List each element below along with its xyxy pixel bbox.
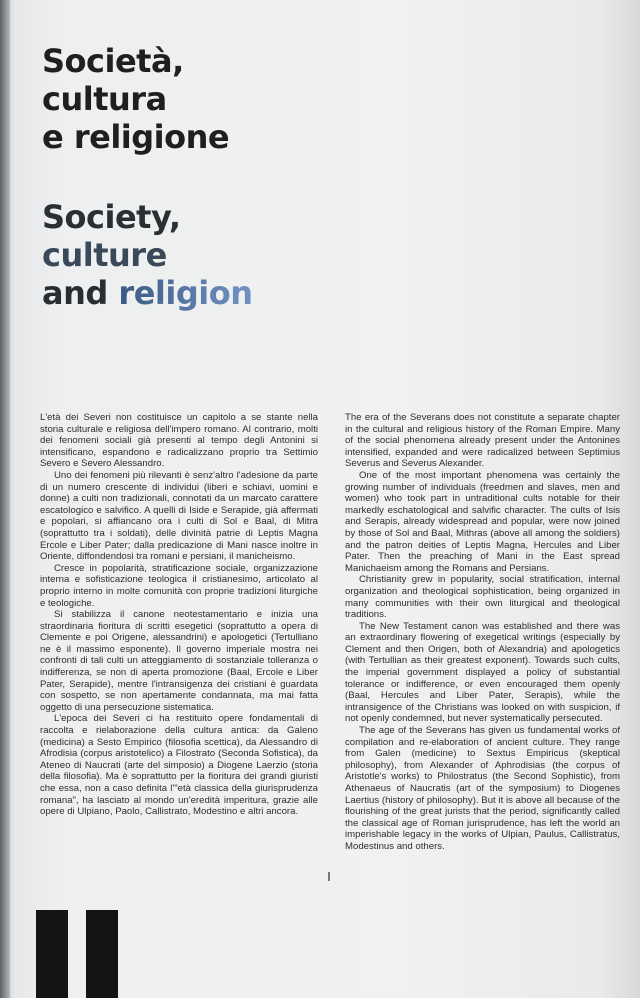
title-italian: [42, 42, 229, 156]
english-paragraph: The New Testament canon was established and there was an extraordinary flowering of exegetical writings (especially by Clement and then Origen, both of Alexandria) and apologetics (with Tertullian as their greatest exponent). Towards such cults, the imperial government displayed a policy of substantial tolerance or indifference, or even encouraged them openly (Baal, Hercules and Liber Pater, Serapis), while the intransigence of the Christians was looked on with suspicion, if not openly condemned, but never systematically persecuted.: [345, 620, 620, 725]
title-italian-line-1: Società,: [42, 42, 184, 80]
italian-paragraph: L'epoca dei Severi ci ha restituito opere fondamentali di raccolta e rielaborazione della cultura antica: da Galeno (medicina) a Sesto Empirico (filosofia scettica), da Alessandro di Afrodisia (corpus aristotelico) a Filostrato (Seconda Sofistica), da Ateneo di Naucrati (arte del simposio) a Diogene Laerzio (storia della filosofia). Ma è soprattutto per la fioritura dei grandi giuristi che essa, non a caso definita l'"età classica della giurisprudenza romana", ha lasciato al mondo un'eredità imperitura, grazie alle opere di Ulpiano, Paolo, Callistrato, Modestino e altri ancora.: [40, 713, 318, 818]
italian-paragraph: Uno dei fenomeni più rilevanti è senz'altro l'adesione da parte di un numero crescente di individui (liberi e schiavi, uomini e donne) a culti non tradizionali, connotati da un marcato carattere escatologico e salvifico. A quelli di Iside e Serapide, già affermati e popolari, si affiancano ora i culti di Sol e Baal, di Mitra (soprattutto tra i soldati), delle divinità patrie di Leptis Magna Ercole e Liber Pater; dalla predicazione di Mani nasce inoltre in Oriente, diffondendosi tra romani e persiani, il manicheismo.: [40, 469, 318, 563]
english-paragraph: The era of the Severans does not constitute a separate chapter in the cultural and religious history of the Roman Empire. Many of the social phenomena already present under the Antonines intensified, expanded and were radicalized between Septimius Severus and Severus Alexander.: [345, 412, 620, 470]
title-english-line-3: and religion: [42, 274, 253, 312]
wall-edge: [0, 0, 10, 998]
english-paragraph: One of the most important phenomena was certainly the growing number of individuals (freedmen and slaves, men and women) who took part in untraditional cults notable for their markedly eschatological and salvific character. The cults of Isis and Serapis, already widespread and popular, were now joined by those of Sol and Baal, Mithras (above all among the soldiers) and the patron deities of Leptis Magna, Hercules and Liber Pater. Then the preaching of Mani in the East spread Manichaeism among the Romans and Persians.: [345, 469, 620, 574]
italian-text-column: [40, 412, 318, 818]
title-english: [42, 198, 252, 312]
english-paragraph: The age of the Severans has given us fundamental works of compilation and re-elaboration of ancient culture. They range from Galen (medicine) to Sextus Empiricus (skeptical philosophy), from Alexander of Aphrodisias (the corpus of Aristotle's works) to Philostratus (the Second Sophistic), from Athenaeus of Naucratis (art of the symposium) to Diogenes Laertius (history of philosophy). But it is above all because of the flourishing of the great jurists that the period, significantly called the classical age of Roman jurisprudence, has left the world an imperishable legacy in the works of Ulpian, Paulus, Callistratus, Modestinus and others.: [345, 725, 620, 852]
italian-paragraph: Si stabilizza il canone neotestamentario e inizia una straordinaria fioritura di scritti esegetici (soprattutto a opera di Clemente e poi Origene, alessandrini) e apologetici (Tertulliano ne è il massimo esponente). Il governo imperiale mostra nei confronti di tali culti un atteggiamento di sostanziale tolleranza o indifferenza, se non di aperta promozione (Baal, Ercole e Liber Pater, Serapide), mentre l'intransigenza dei cristiani è guardata con sospetto, se non apertamente condannata, ma mai fatta oggetto di una persecuzione sistematica.: [40, 609, 318, 713]
english-text-column: [345, 412, 620, 853]
title-italian-line-2: cultura: [42, 80, 167, 118]
english-paragraph: Christianity grew in popularity, social stratification, internal organization and theological sophistication, being organized in many communities with their own liturgical and theological traditions.: [345, 574, 620, 621]
title-english-line-1: Society,: [42, 198, 181, 236]
black-bar-left: [36, 910, 68, 998]
black-bar-right: [86, 910, 118, 998]
italian-paragraph: L'età dei Severi non costituisce un capitolo a se stante nella storia culturale e religiosa dell'impero romano. Al contrario, molti dei fenomeni sociali già presenti al tempo degli Antonini si intensificano, espandono e radicalizzano proprio tra Settimio Severo e Severo Alessandro.: [40, 412, 318, 470]
small-mark: [328, 872, 330, 881]
title-italian-line-3: e religione: [42, 118, 230, 156]
italian-paragraph: Cresce in popolarità, stratificazione sociale, organizzazione interna e sofisticazione teologica il cristianesimo, articolato al proprio interno in molte comunità con proprie tradizioni liturgiche e teologiche.: [40, 562, 318, 609]
title-english-line-2: culture: [42, 236, 167, 274]
